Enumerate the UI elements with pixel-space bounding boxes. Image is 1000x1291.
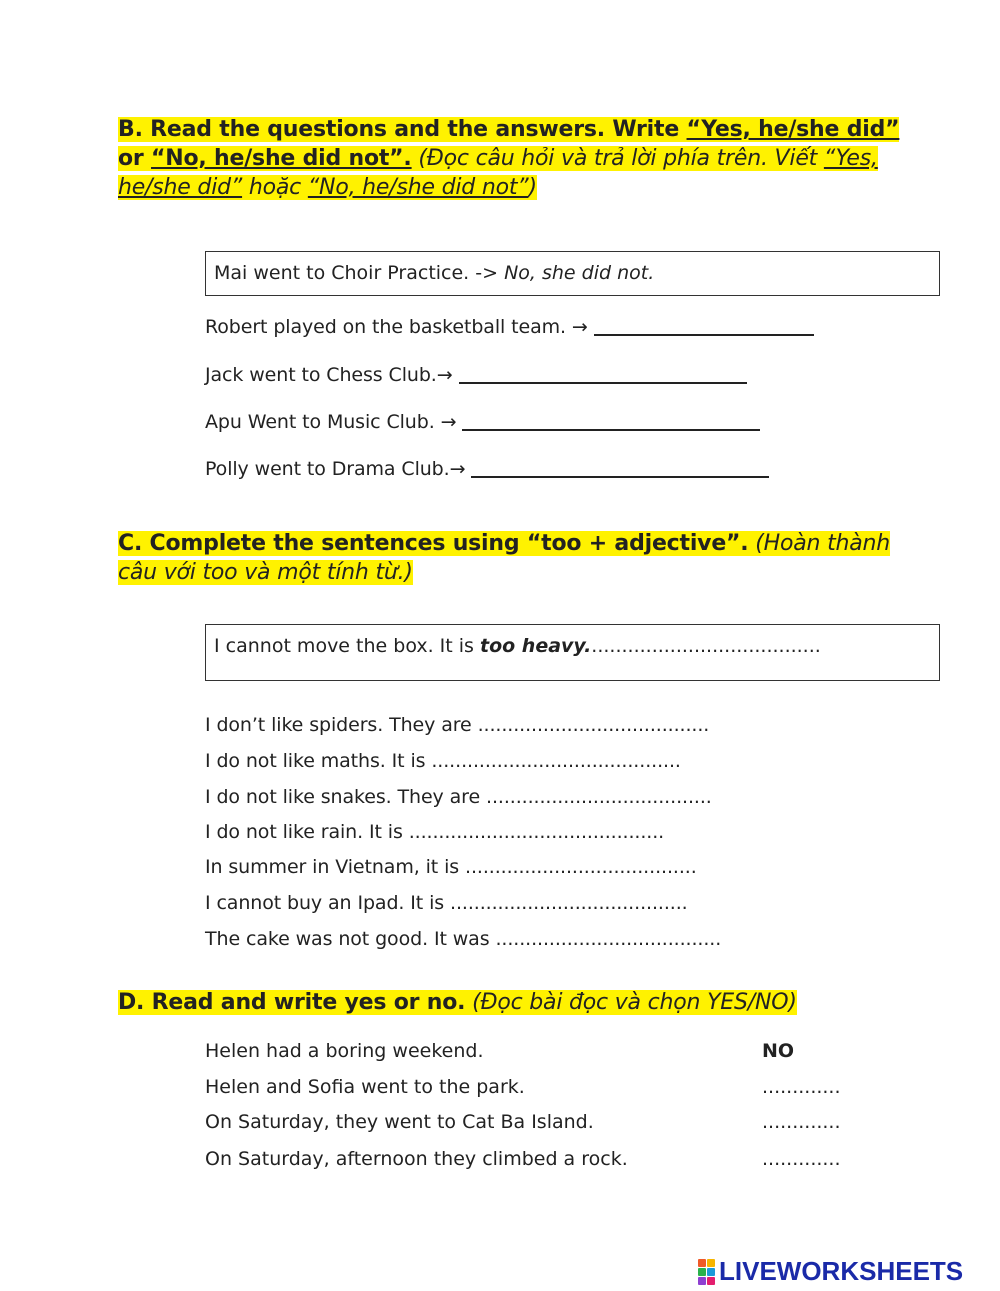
answer-field[interactable]: ............. bbox=[762, 1111, 841, 1133]
section-c-item[interactable]: In summer in Vietnam, it is ....................................... bbox=[205, 856, 697, 878]
section-b-heading-line: B. Read the questions and the answers. Write “Yes, he/she did” or “No, he/she did not”. (Đọc câu hỏi và trả lời phía trên. Viết “Yes, he/she did” hoặc “No, he/she did not”) bbox=[118, 117, 900, 200]
example-answer: too heavy. bbox=[480, 635, 592, 657]
section-b-item: Jack went to Chess Club.→ bbox=[205, 364, 747, 386]
yes-no-row bbox=[205, 1076, 845, 1098]
section-b-item: Polly went to Drama Club.→ bbox=[205, 458, 769, 480]
logo-square bbox=[707, 1259, 715, 1267]
answer-blank[interactable] bbox=[462, 411, 760, 431]
answer-blank[interactable] bbox=[471, 458, 769, 478]
statement: Helen and Sofia went to the park. bbox=[205, 1076, 525, 1098]
logo-square bbox=[698, 1259, 706, 1267]
section-d-heading-line: D. Read and write yes or no. (Đọc bài đọc và chọn YES/NO) bbox=[118, 990, 797, 1015]
section-c-heading-line: C. Complete the sentences using “too + adjective”. (Hoàn thành câu với too và một tính từ.) bbox=[118, 531, 891, 585]
answer-blank[interactable] bbox=[459, 364, 747, 384]
section-c-item[interactable]: I cannot buy an Ipad. It is ........................................ bbox=[205, 892, 688, 914]
section-b-example-box bbox=[205, 251, 940, 296]
logo-mark-icon bbox=[698, 1259, 715, 1285]
answer-field[interactable]: NO bbox=[762, 1040, 795, 1062]
logo-text: LIVEWORKSHEETS bbox=[719, 1256, 964, 1286]
section-c-item[interactable]: I do not like maths. It is .......................................... bbox=[205, 750, 681, 772]
section-d-heading bbox=[118, 988, 918, 1017]
example-answer: No, she did not. bbox=[504, 262, 655, 284]
section-b-heading bbox=[118, 115, 918, 202]
section-c-item[interactable]: The cake was not good. It was ...................................... bbox=[205, 928, 722, 950]
section-c-example-box: I cannot move the box. It is too heavy....................................... bbox=[205, 624, 940, 681]
liveworksheets-logo bbox=[698, 1256, 963, 1287]
statement: On Saturday, afternoon they climbed a rock. bbox=[205, 1148, 628, 1170]
yes-no-row bbox=[205, 1111, 845, 1133]
statement: On Saturday, they went to Cat Ba Island. bbox=[205, 1111, 594, 1133]
example-text: I cannot move the box. It is bbox=[214, 635, 480, 657]
section-c-heading bbox=[118, 529, 928, 587]
section-b-item: Robert played on the basketball team. → bbox=[205, 316, 814, 338]
answer-field[interactable]: ............. bbox=[762, 1076, 841, 1098]
logo-square bbox=[698, 1277, 706, 1285]
statement: Helen had a boring weekend. bbox=[205, 1040, 484, 1062]
answer-blank[interactable] bbox=[594, 316, 814, 336]
yes-no-row bbox=[205, 1040, 845, 1062]
yes-no-row bbox=[205, 1148, 845, 1170]
logo-square bbox=[707, 1277, 715, 1285]
example-text: Mai went to Choir Practice. -> bbox=[214, 262, 505, 284]
section-c-item[interactable]: I do not like rain. It is ........................................... bbox=[205, 821, 665, 843]
answer-field[interactable]: ............. bbox=[762, 1148, 841, 1170]
section-c-item[interactable]: I don’t like spiders. They are ....................................... bbox=[205, 714, 710, 736]
section-b-item: Apu Went to Music Club. → bbox=[205, 411, 760, 433]
logo-square bbox=[707, 1268, 715, 1276]
section-c-item[interactable]: I do not like snakes. They are ...................................... bbox=[205, 786, 712, 808]
logo-square bbox=[698, 1268, 706, 1276]
